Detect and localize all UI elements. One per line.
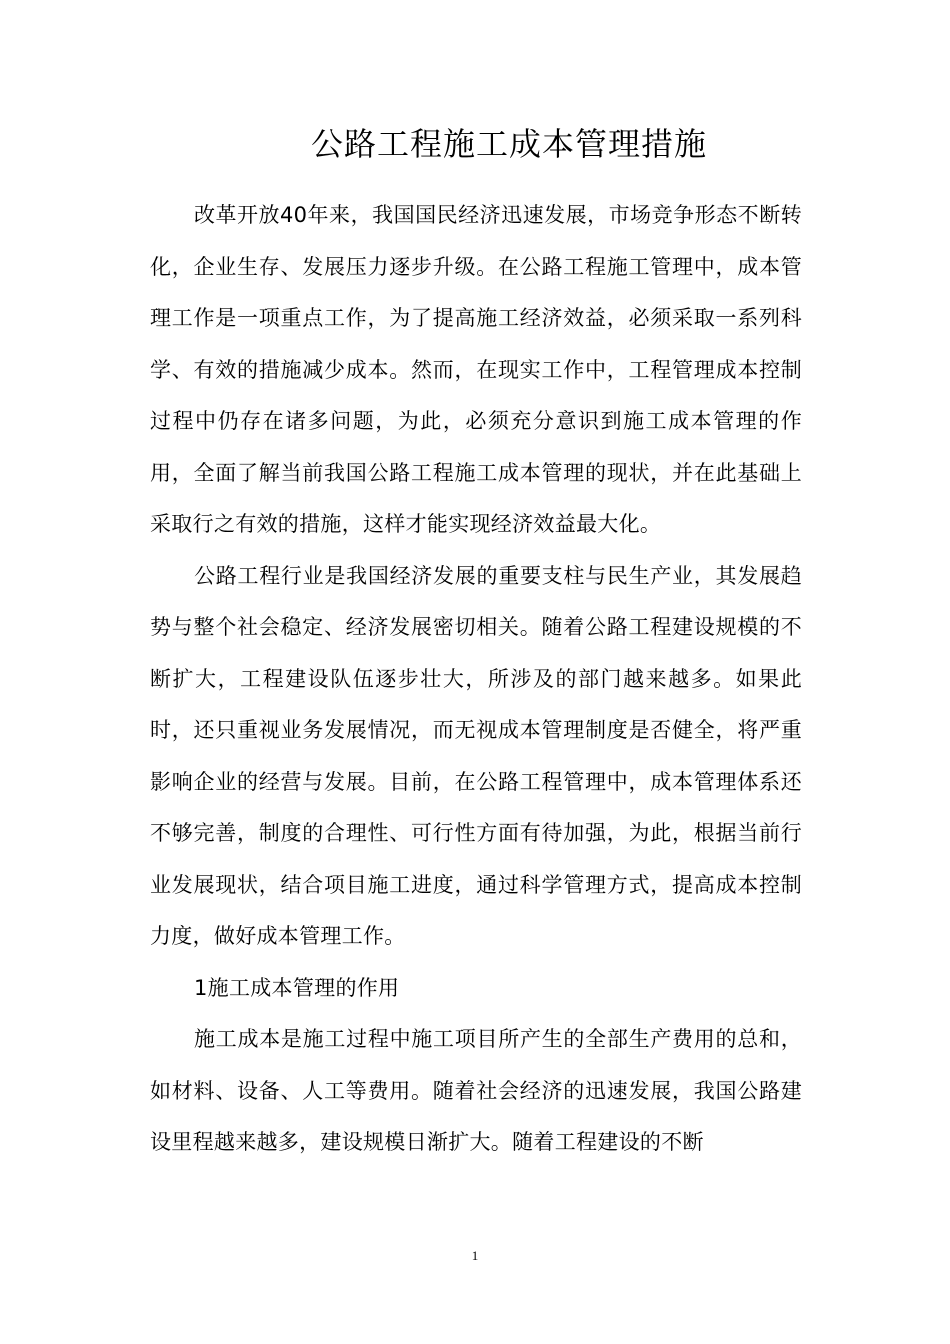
paragraph-cost-definition: 施工成本是施工过程中施工项目所产生的全部生产费用的总和，如材料、设备、人工等费用。随着社会经济的迅速发展，我国公路建设里程越来越多，建设规模日渐扩大。随着工程建设的不断 [150,1027,802,1154]
document-body [150,190,802,1169]
paragraph-industry: 公路工程行业是我国经济发展的重要支柱与民生产业，其发展趋势与整个社会稳定、经济发展密切相关。随着公路工程建设规模的不断扩大，工程建设队伍逐步壮大，所涉及的部门越来越多。如果此时，还只重视业务发展情况，而无视成本管理制度是否健全，将严重影响企业的经营与发展。目前，在公路工程管理中，成本管理体系还不够完善，制度的合理性、可行性方面有待加强，为此，根据当前行业发展现状，结合项目施工进度，通过科学管理方式，提高成本控制力度，做好成本管理工作。 [150,563,802,948]
page-number: 1 [471,1248,479,1263]
paragraph-intro: 改革开放40年来，我国国民经济迅速发展，市场竞争形态不断转化，企业生存、发展压力逐步升级。在公路工程施工管理中，成本管理工作是一项重点工作，为了提高施工经济效益，必须采取一系列科学、有效的措施减少成本。然而，在现实工作中，工程管理成本控制过程中仍存在诸多问题，为此，必须充分意识到施工成本管理的作用，全面了解当前我国公路工程施工成本管理的现状，并在此基础上采取行之有效的措施，这样才能实现经济效益最大化。 [150,203,802,536]
section-heading-1: 1施工成本管理的作用 [194,975,400,1000]
document-title: 公路工程施工成本管理措施 [310,125,707,163]
